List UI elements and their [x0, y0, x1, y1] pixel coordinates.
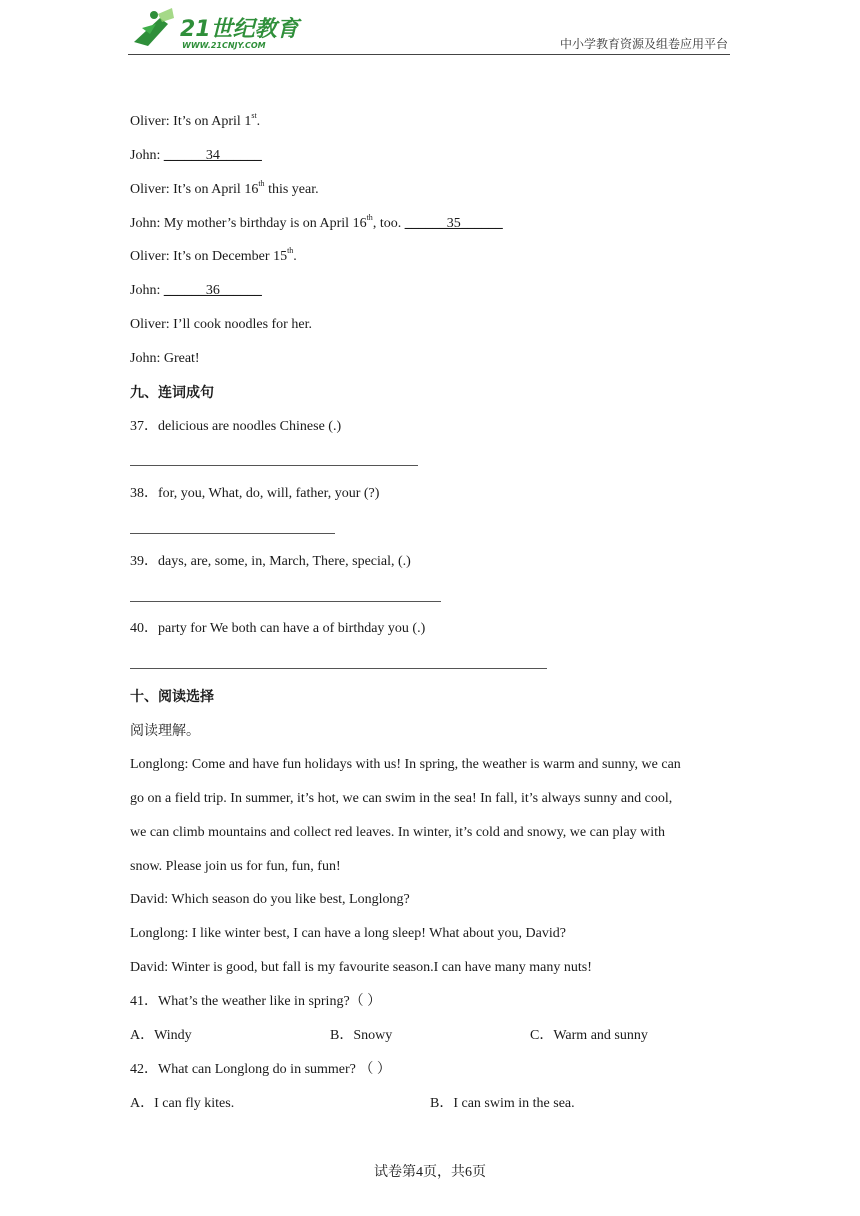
question-37: 37．delicious are noodles Chinese (.) [130, 419, 342, 434]
page-footer: 试卷第4页，共6页 [374, 1165, 486, 1180]
question-41: 41．What’s the weather like in spring?（ ） [130, 994, 382, 1009]
section-title-10: 十、阅读选择 [130, 689, 214, 705]
svg-text:21世纪教育: 21世纪教育 [180, 17, 299, 42]
answer-line-37[interactable] [130, 465, 418, 466]
dialogue-line: John: ______34______ [130, 148, 262, 163]
question-40: 40．party for We both can have a of birthday you (.) [130, 621, 426, 636]
answer-line-40[interactable] [130, 668, 547, 669]
dialogue-line: John: ______36______ [130, 283, 262, 298]
passage-line: David: Winter is good, but fall is my favourite season.I can have many many nuts! [130, 960, 592, 975]
question-42: 42．What can Longlong do in summer? （ ） [130, 1062, 391, 1077]
passage-line: go on a field trip. In summer, it’s hot, we can swim in the sea! In fall, it’s always sunny and cool, [130, 791, 673, 806]
passage-line: Longlong: I like winter best, I can have a long sleep! What about you, David? [130, 926, 566, 941]
answer-line-38[interactable] [130, 533, 335, 534]
logo-21cnjy [128, 4, 308, 52]
passage-line: David: Which season do you like best, Longlong? [130, 892, 410, 907]
dialogue-line: John: My mother’s birthday is on April 16th, too. ______35______ [130, 213, 503, 231]
dialogue-line: John: Great! [130, 351, 200, 366]
option-42-b[interactable]: B．I can swim in the sea. [430, 1096, 575, 1111]
option-41-a[interactable]: A．Windy [130, 1028, 192, 1043]
option-41-c[interactable]: C．Warm and sunny [530, 1028, 648, 1043]
section-title-9: 九、连词成句 [130, 385, 214, 401]
answer-line-39[interactable] [130, 601, 441, 602]
platform-label: 中小学教育资源及组卷应用平台 [559, 37, 728, 51]
answer-blank-35[interactable]: ______35______ [404, 216, 503, 231]
passage-line: we can climb mountains and collect red leaves. In winter, it’s cold and snowy, we can play with [130, 825, 666, 840]
dialogue-line: Oliver: It’s on April 1st. [130, 111, 261, 129]
question-38: 38．for, you, What, do, will, father, your (?) [130, 486, 380, 501]
question-39: 39．days, are, some, in, March, There, special, (.) [130, 554, 411, 569]
option-42-a[interactable]: A．I can fly kites. [130, 1096, 235, 1111]
answer-blank-36[interactable]: ______36______ [163, 283, 262, 298]
page-header [128, 4, 730, 55]
answer-blank-34[interactable]: ______34______ [163, 148, 262, 163]
passage-line: snow. Please join us for fun, fun, fun! [130, 859, 341, 874]
passage-line: Longlong: Come and have fun holidays with us! In spring, the weather is warm and sunny, we can [130, 757, 681, 772]
instruction: 阅读理解。 [130, 723, 200, 739]
dialogue-line: Oliver: It’s on December 15th. [130, 246, 297, 264]
dialogue-line: Oliver: It’s on April 16th this year. [130, 179, 319, 197]
dialogue-line: Oliver: I’ll cook noodles for her. [130, 317, 312, 332]
svg-text:WWW.21CNJY.COM: WWW.21CNJY.COM [182, 41, 266, 50]
option-41-b[interactable]: B．Snowy [330, 1028, 393, 1043]
